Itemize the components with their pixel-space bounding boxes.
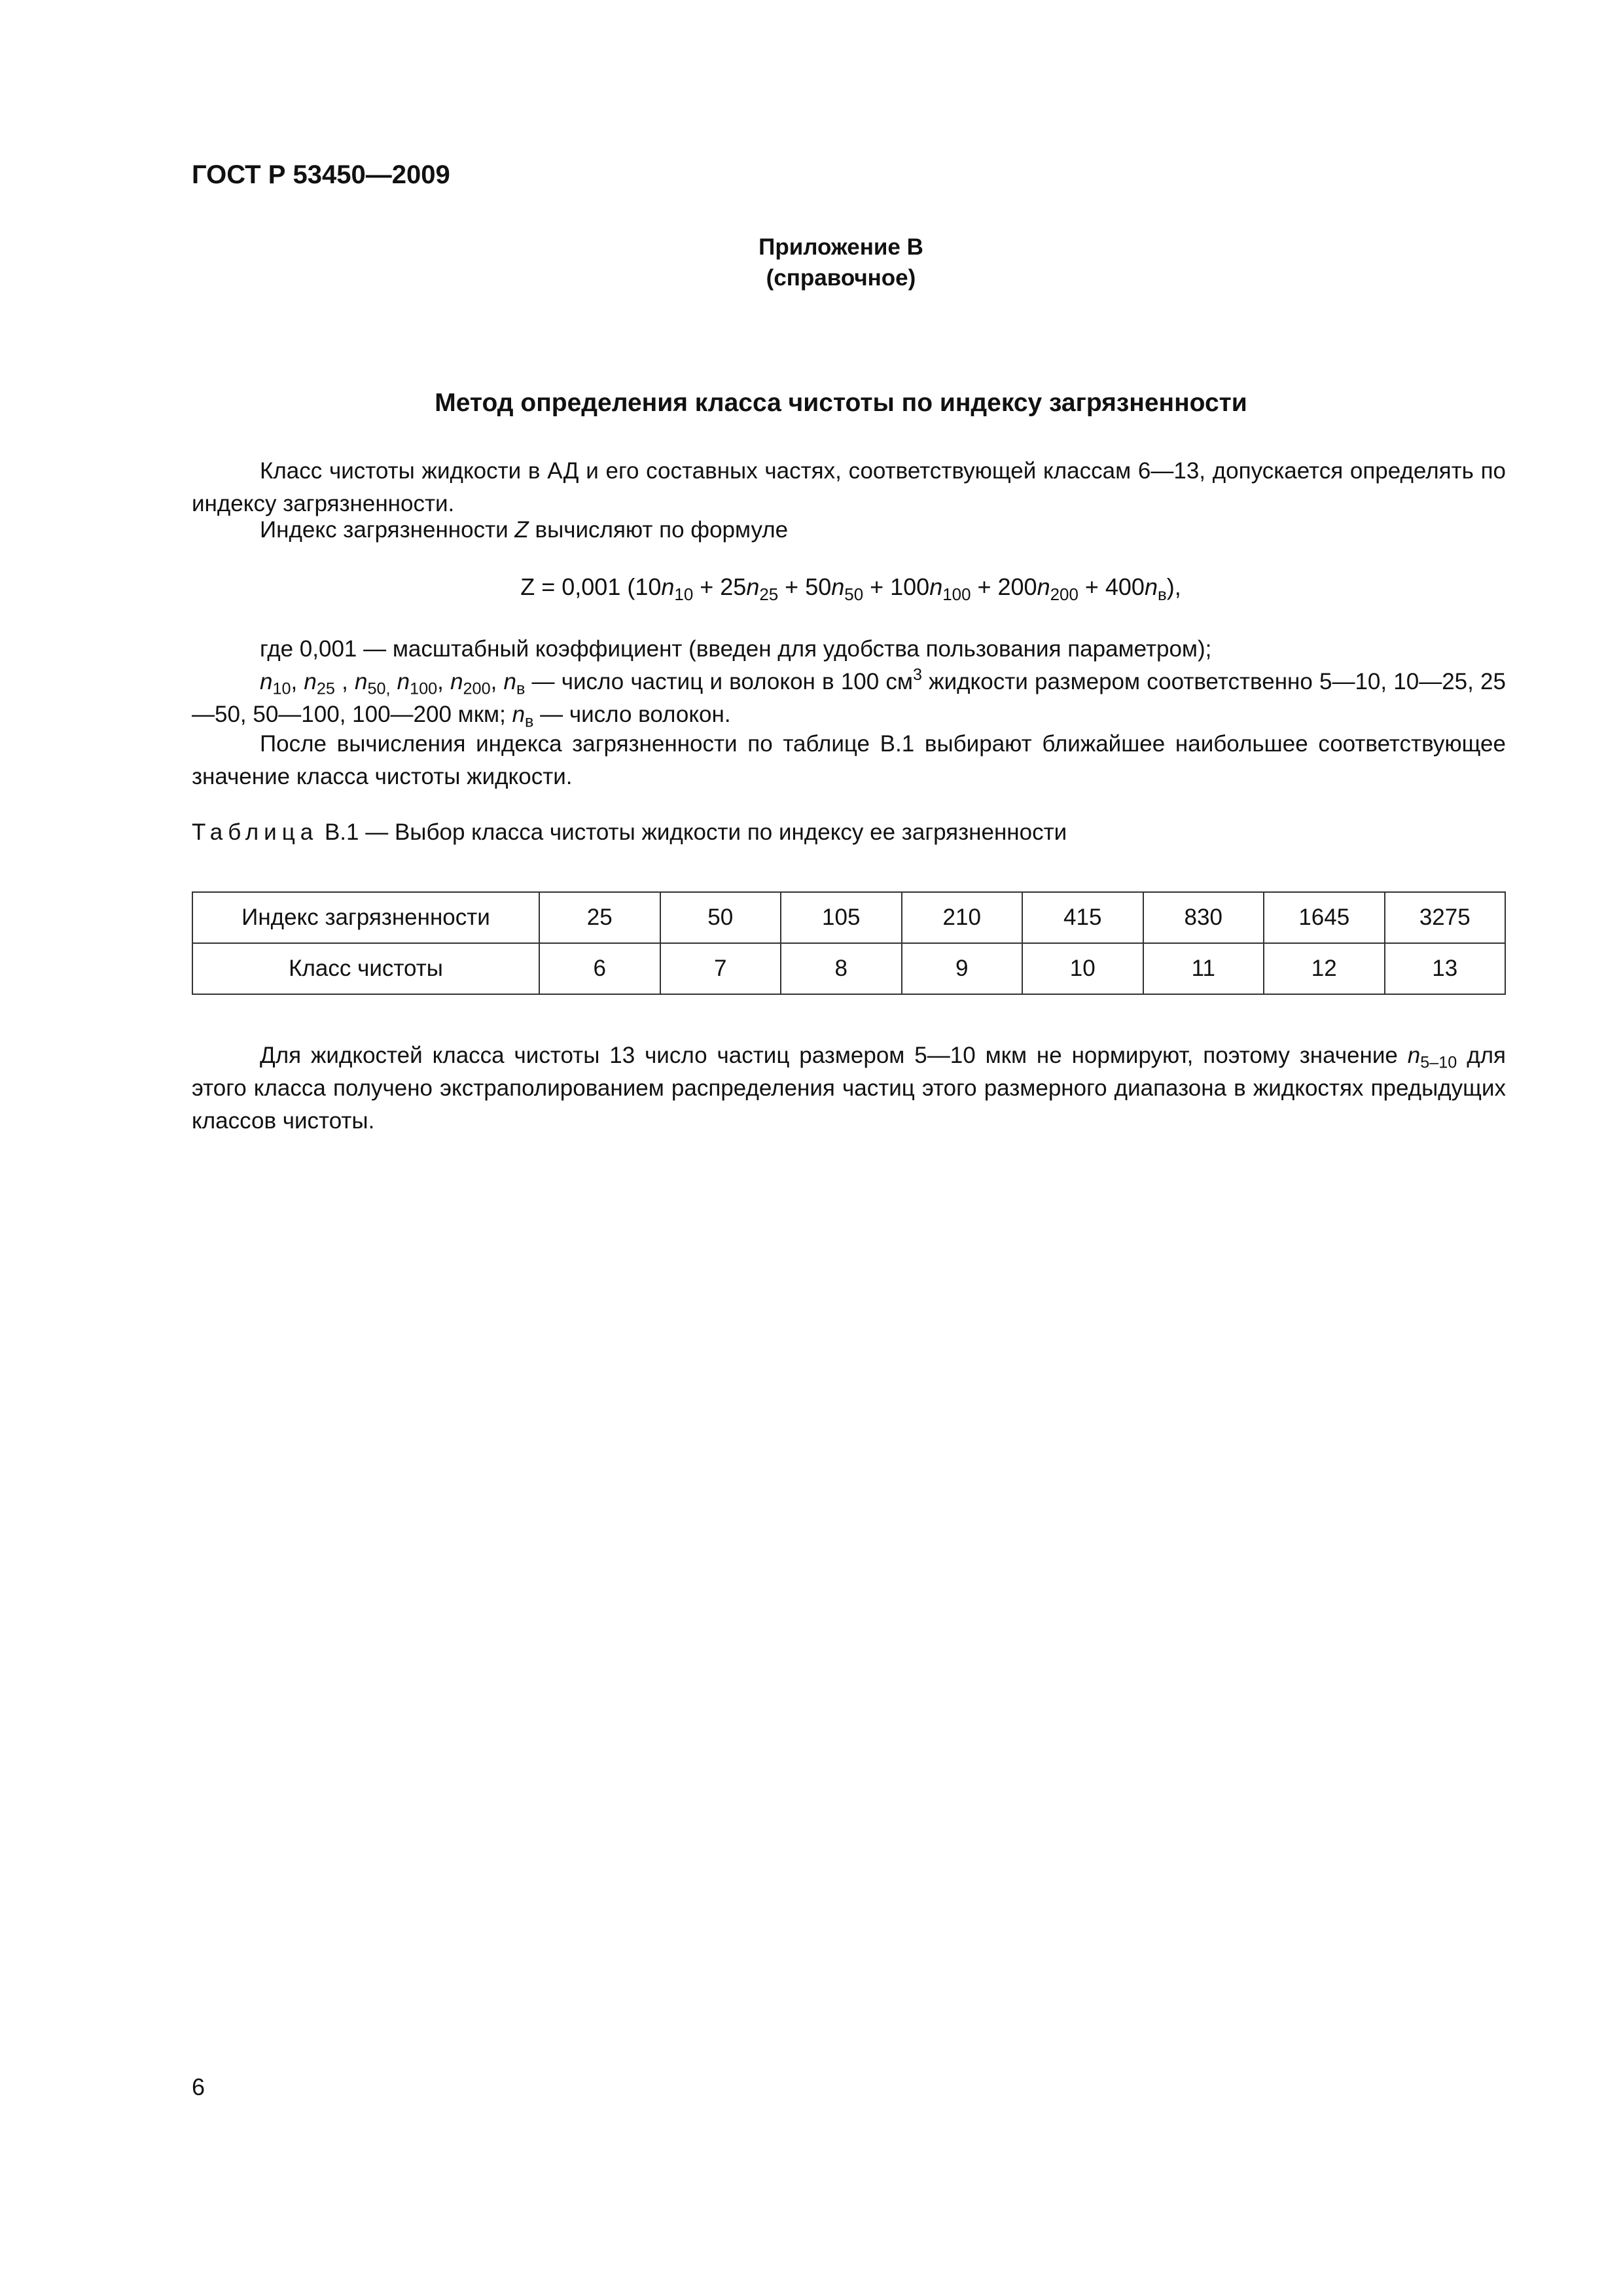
table-cell: 105	[781, 892, 902, 943]
row-label-index: Индекс загрязненности	[192, 892, 539, 943]
row-label-class: Класс чистоты	[192, 943, 539, 994]
where2-sup: 3	[912, 666, 922, 685]
table-cell: 1645	[1264, 892, 1385, 943]
formula-t3: 100	[890, 573, 930, 600]
table-cell: 13	[1385, 943, 1506, 994]
formula-t5: 400	[1105, 573, 1145, 600]
paragraph-index-formula-intro	[192, 514, 1506, 547]
formula-t1: 25	[720, 573, 747, 600]
table-cell: 25	[539, 892, 660, 943]
cleanliness-table	[192, 891, 1506, 995]
section-title: Метод определения класса чистоты по индексу загрязненности	[435, 389, 1247, 417]
document-id: ГОСТ Р 53450—2009	[192, 160, 450, 189]
table-cell: 8	[781, 943, 902, 994]
table-cell: 6	[539, 943, 660, 994]
table-cell: 11	[1143, 943, 1264, 994]
appendix-subtitle: (справочное)	[766, 265, 916, 291]
table-row	[192, 892, 1505, 943]
formula-t4: 200	[997, 573, 1037, 600]
table-cell: 415	[1022, 892, 1143, 943]
table-cell: 9	[902, 943, 1023, 994]
table-caption-word: Таблица	[192, 819, 319, 845]
where2-c: — число волокон.	[533, 702, 731, 727]
paragraph-note: Для жидкостей класса чистоты 13 число частиц размером 5—10 мкм не нормируют, поэтому значение $n_{5-10}$ для этого класса получено экстраполированием распределения частиц этого размерного диапазона в жидкостях предыдущих классов чистоты.	[192, 1043, 1506, 1134]
p2-suffix: вычисляют по формуле	[528, 517, 789, 543]
table-caption-rest: В.1 — Выбор класса чистоты жидкости по индексу ее загрязненности	[318, 819, 1067, 845]
table-cell: 7	[660, 943, 781, 994]
formula-lhs: Z = 0,001 (10	[520, 573, 662, 600]
table-cell: 10	[1022, 943, 1143, 994]
p2-var: Z	[514, 517, 529, 543]
table-caption	[192, 819, 1067, 846]
where2-a: — число частиц и волокон в 100 см	[525, 669, 913, 694]
note-sub: 5–10	[1420, 1053, 1457, 1072]
where-variables: $n_{10}$, $n_{25}$ , $n_{50,}$ $n_{100}$, $n_{200}$, $n_в$ — число частиц и волокон в 100 $см^3$ жидкости размером соответственно 5—10, 10—25, 25—50, 50—100, 100—200 мкм; $n_в$ — число волокон.	[192, 666, 1506, 731]
table-cell: 12	[1264, 943, 1385, 994]
p2-prefix: Индекс загрязненности	[260, 517, 515, 543]
table-row	[192, 943, 1505, 994]
where2-b: жидкости размером соответственно 5—10, 10—25, 25—50, 50—100, 100—200 мкм;	[192, 669, 1506, 727]
table-cell: 210	[902, 892, 1023, 943]
appendix-title: Приложение В	[758, 234, 923, 260]
note-part2: для этого класса получено экстраполированием распределения частиц этого размерного диапазона в жидкостях предыдущих классов чистоты.	[192, 1043, 1506, 1134]
table-cell: 3275	[1385, 892, 1506, 943]
where-coefficient: где 0,001 — масштабный коэффициент (введен для удобства пользования параметром);	[260, 636, 1212, 662]
paragraph-selection: После вычисления индекса загрязненности по таблице В.1 выбирают ближайшее наибольшее соответствующее значение класса чистоты жидкости.	[192, 731, 1506, 789]
note-part1: Для жидкостей класса чистоты 13 число частиц размером 5—10 мкм не нормируют, поэтому значение	[260, 1043, 1408, 1068]
page-number: 6	[192, 2073, 205, 2100]
formula: Z = 0,001 $(10n_{10} + 25n_{25} + 50n_{50} + 100n_{100} + 200n_{200} + 400n_в)$,	[520, 573, 1181, 604]
formula-t2: 50	[805, 573, 832, 600]
formula-end: ),	[1166, 573, 1181, 600]
table-cell: 830	[1143, 892, 1264, 943]
paragraph-intro: Класс чистоты жидкости в АД и его составных частях, соответствующей классам 6—13, допускается определять по индексу загрязненности.	[192, 458, 1506, 516]
table-cell: 50	[660, 892, 781, 943]
